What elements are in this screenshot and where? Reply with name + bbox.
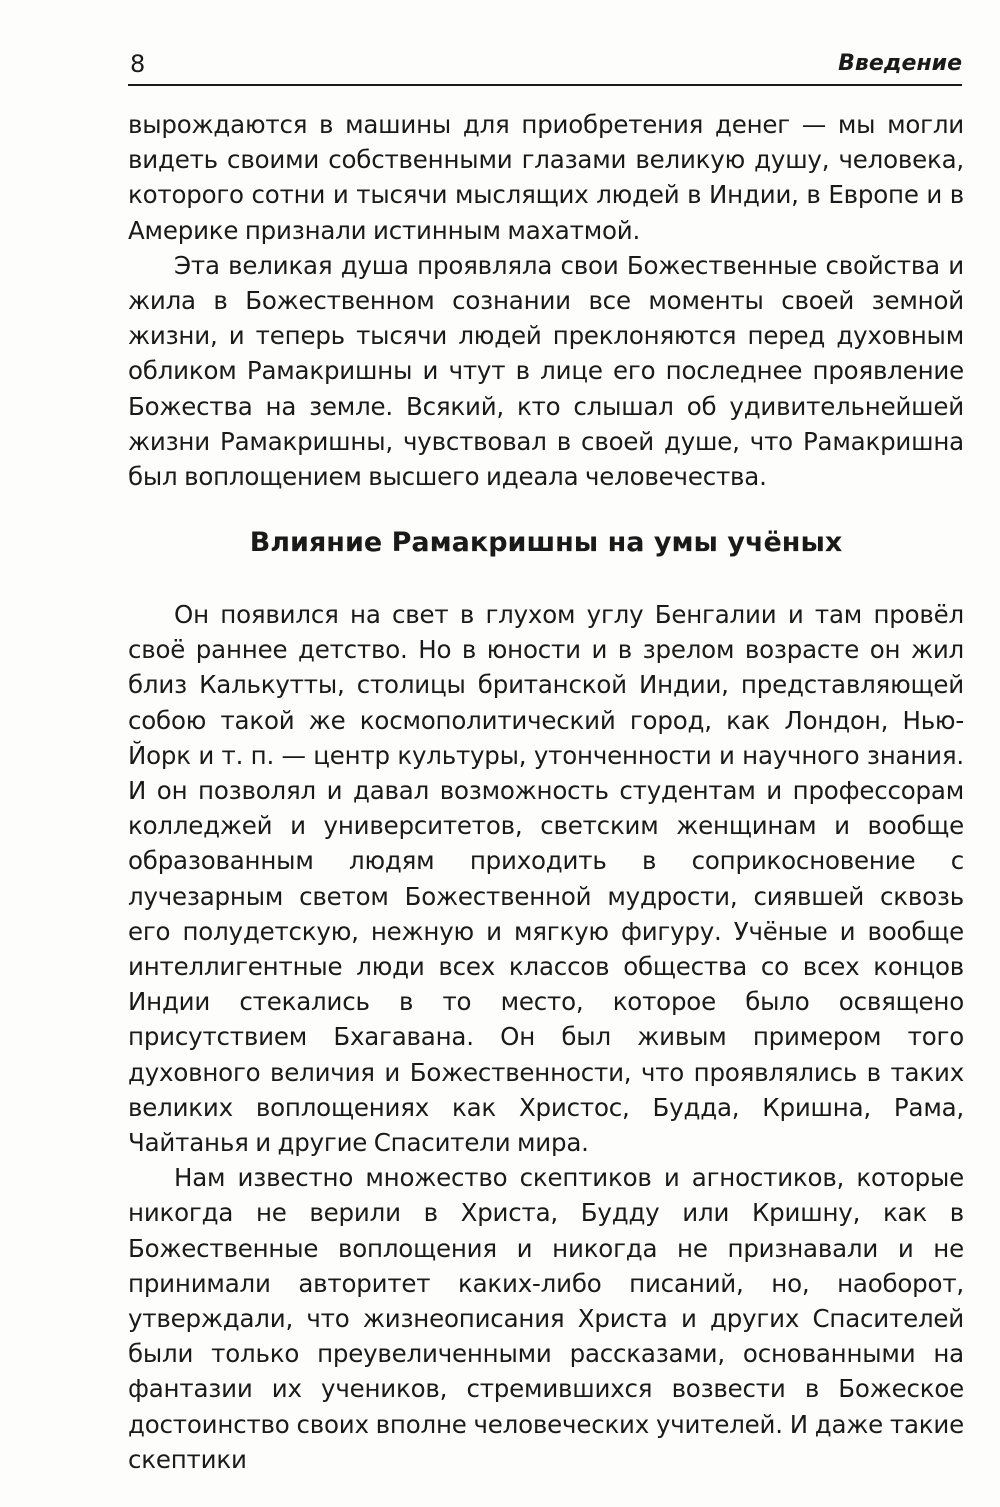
intro-paragraph-1: вырождаются в машины для приобретения денег — мы могли видеть своими собственными глазами великую душу, человека, которого сотни и тысячи мыслящих людей в Индии, в Европе и в Америке признали истинным махатмой. [128,110,964,245]
page-number: 8 [130,50,146,78]
section-heading: Влияние Рамакришны на умы учёных [249,527,843,558]
intro-text [128,107,964,494]
chapter-title: Введение [838,51,962,76]
running-head [128,48,962,84]
header-rule [128,84,962,86]
section-text [128,597,964,1477]
section-paragraph-2: Нам известно множество скептиков и агностиков, которые никогда не верили в Христа, Будду или Кришну, как в Божественные воплощения и никогда не признавали и не принимали авторитет каких-либо писаний, но, наоборот, утверждали, что жизнеописания Христа и других Спасителей были только преувеличенными рассказами, основанными на фантазии их учеников, стремившихся возвести в Божеское достоинство своих вполне человеческих учителей. И даже такие скептики [128,1163,964,1474]
intro-paragraph-2: Эта великая душа проявляла свои Божественные свойства и жила в Божественном сознании все моменты своей земной жизни, и теперь тысячи людей преклоняются перед духовным обликом Рамакришны и чтут в лице его последнее проявление Божества на земле. Всякий, кто слышал об удивительнейшей жизни Рамакришны, чувствовал в своей душе, что Рамакришна был воплощением высшего идеала человечества. [128,250,964,492]
section-paragraph-1: Он появился на свет в глухом углу Бенгалии и там провёл своё раннее детство. Но в юности и в зрелом возрасте он жил близ Калькутты, столицы британской Индии, представляющей собою такой же космополитический город, как Лондон, Нью-Йорк и т. п. — центр культуры, утонченности и научного знания. И он позволял и давал возможность студентам и профессорам колледжей и университетов, светским женщинам и вообще образованным людям приходить в соприкосновение с лучезарным светом Божественной мудрости, сиявшей сквозь его полудетскую, нежную и мягкую фигуру. Учёные и вообще интеллигентные люди всех классов общества со всех концов Индии стекались в то место, которое было освящено присутствием Бхагавана. Он был живым примером того духовного величия и Божественности, что проявлялись в таких великих воплощениях как Христос, Будда, Кришна, Рама, Чайтанья и другие Спасители мира. [128,600,964,1158]
